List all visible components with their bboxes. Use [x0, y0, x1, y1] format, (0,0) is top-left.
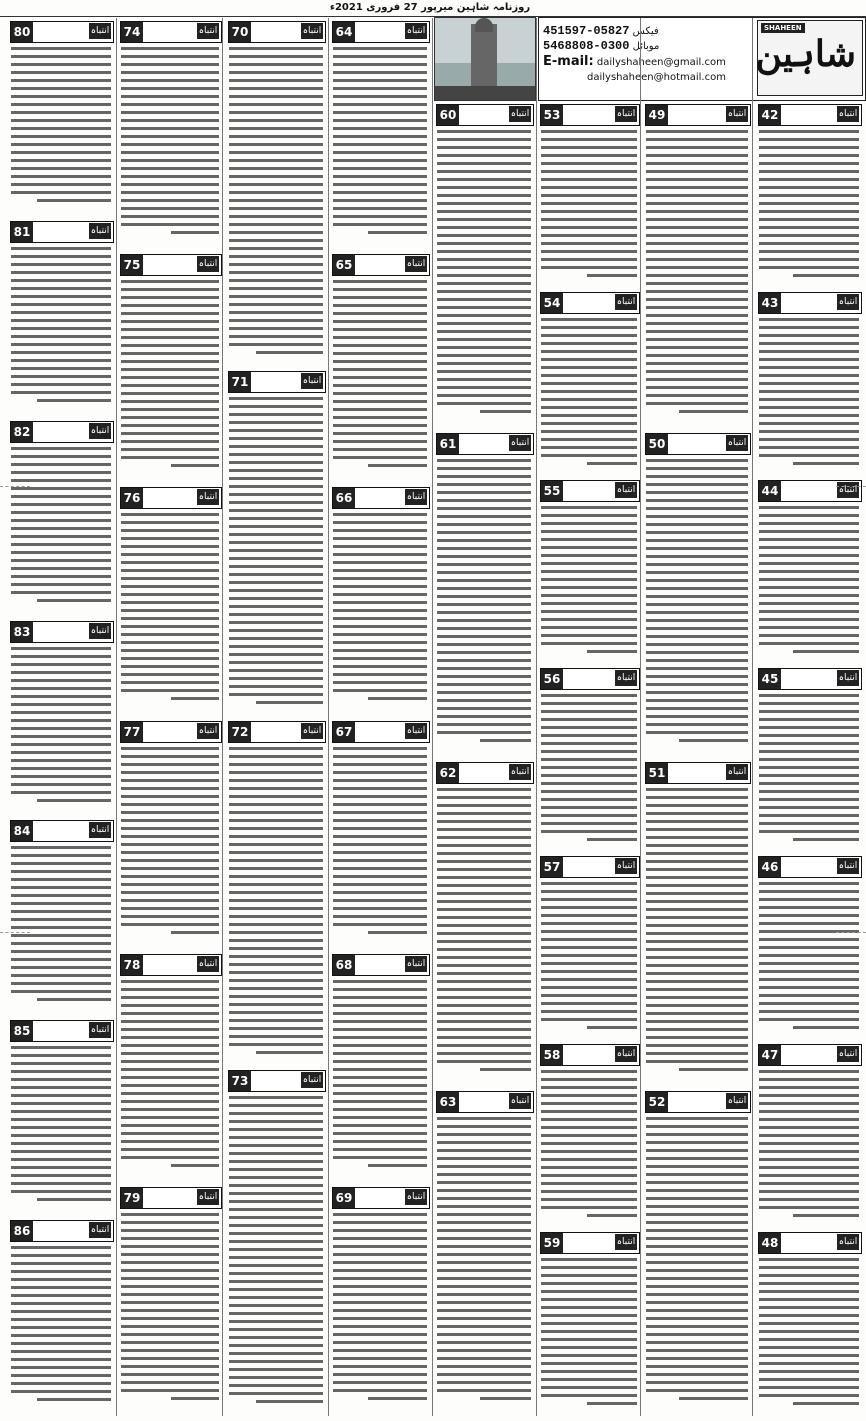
- notice-tag: انتباہ: [405, 956, 427, 972]
- notice-badge: [436, 762, 534, 784]
- notice-tag: انتباہ: [726, 1093, 748, 1109]
- notice-badge: [436, 104, 534, 126]
- notice-text: [330, 747, 430, 939]
- notice-block: [756, 664, 862, 850]
- logo-urdu: شاہین: [755, 33, 856, 75]
- notice-tag: انتباہ: [726, 435, 748, 451]
- notice-block: [330, 17, 430, 248]
- column-separator: [222, 18, 223, 1416]
- email-1[interactable]: dailyshaheen@gmail.com: [596, 57, 726, 68]
- notice-text: [330, 47, 430, 239]
- notice-badge: [645, 104, 751, 126]
- notice-text: [756, 1258, 862, 1410]
- notice-block: [434, 1087, 534, 1414]
- notice-badge: [10, 421, 114, 443]
- notice-block: [330, 250, 430, 481]
- notice-badge: [758, 1232, 862, 1254]
- notice-block: [538, 1040, 640, 1226]
- notice-tag: انتباہ: [405, 256, 427, 272]
- column-separator: [328, 18, 329, 1416]
- notice-text: [330, 1213, 430, 1405]
- notice-text: [8, 447, 114, 607]
- notice-text: [538, 318, 640, 470]
- notice-badge: [645, 433, 751, 455]
- notice-text: [118, 47, 222, 239]
- notice-number: 55: [541, 481, 563, 501]
- notice-block: [756, 852, 862, 1038]
- notice-block: [8, 617, 114, 815]
- notice-number: 50: [646, 434, 668, 454]
- notice-tag: انتباہ: [615, 858, 637, 874]
- notice-text: [226, 397, 326, 709]
- notice-tag: انتباہ: [726, 106, 748, 122]
- notice-number: 58: [541, 1045, 563, 1065]
- notice-text: [434, 130, 534, 418]
- notice-number: 54: [541, 293, 563, 313]
- notice-block: [8, 816, 114, 1014]
- notice-block: [643, 429, 751, 756]
- notice-text: [330, 513, 430, 705]
- notice-tag: انتباہ: [197, 1189, 219, 1205]
- column-separator: [536, 18, 537, 1416]
- notice-block: [643, 758, 751, 1085]
- notice-text: [756, 882, 862, 1034]
- email-label: E-mail:: [543, 54, 594, 69]
- notice-tag: انتباہ: [726, 764, 748, 780]
- notice-number: 80: [11, 22, 33, 42]
- notice-badge: [10, 21, 114, 43]
- notice-tag: انتباہ: [615, 1046, 637, 1062]
- notice-block: [118, 717, 222, 948]
- notice-badge: [645, 762, 751, 784]
- notice-block: [756, 1228, 862, 1414]
- notice-number: 86: [11, 1221, 33, 1241]
- notice-text: [538, 882, 640, 1034]
- mobile-label: موبائل: [632, 41, 660, 52]
- notice-tag: انتباہ: [837, 106, 859, 122]
- notice-tag: انتباہ: [89, 23, 111, 39]
- notice-number: 85: [11, 1021, 33, 1041]
- notice-block: [538, 100, 640, 286]
- notice-block: [538, 476, 640, 662]
- notice-tag: انتباہ: [301, 723, 323, 739]
- notice-number: 69: [333, 1188, 355, 1208]
- notice-tag: انتباہ: [197, 489, 219, 505]
- notice-badge: [332, 254, 430, 276]
- notice-number: 81: [11, 222, 33, 242]
- notice-number: 82: [11, 422, 33, 442]
- column-separator: [116, 18, 117, 1416]
- notice-badge: [540, 668, 640, 690]
- notice-number: 62: [437, 763, 459, 783]
- notice-number: 70: [229, 22, 251, 42]
- notice-number: 60: [437, 105, 459, 125]
- notice-number: 51: [646, 763, 668, 783]
- notice-tag: انتباہ: [89, 423, 111, 439]
- notice-block: [226, 717, 326, 1065]
- notice-block: [538, 852, 640, 1038]
- notice-badge: [540, 1232, 640, 1254]
- notice-tag: انتباہ: [509, 1093, 531, 1109]
- notice-tag: انتباہ: [405, 489, 427, 505]
- notice-tag: انتباہ: [89, 1222, 111, 1238]
- notice-badge: [228, 1070, 326, 1092]
- notice-badge: [228, 721, 326, 743]
- notice-badge: [120, 721, 222, 743]
- notice-block: [643, 100, 751, 427]
- notice-tag: انتباہ: [837, 858, 859, 874]
- notice-text: [756, 130, 862, 282]
- notice-number: 52: [646, 1092, 668, 1112]
- notice-number: 79: [121, 1188, 143, 1208]
- notice-badge: [120, 954, 222, 976]
- notice-block: [756, 288, 862, 474]
- notice-text: [756, 506, 862, 658]
- notice-badge: [332, 487, 430, 509]
- notice-number: 67: [333, 722, 355, 742]
- notice-block: [8, 217, 114, 415]
- notice-badge: [758, 856, 862, 878]
- notice-number: 75: [121, 255, 143, 275]
- notice-tag: انتباہ: [837, 1234, 859, 1250]
- notice-number: 56: [541, 669, 563, 689]
- notice-number: 73: [229, 1071, 251, 1091]
- notice-number: 77: [121, 722, 143, 742]
- notice-text: [434, 1117, 534, 1405]
- notice-number: 42: [759, 105, 781, 125]
- notice-block: [226, 1066, 326, 1414]
- notice-tag: انتباہ: [89, 822, 111, 838]
- notice-text: [756, 318, 862, 470]
- notice-number: 63: [437, 1092, 459, 1112]
- notice-text: [330, 280, 430, 472]
- notice-badge: [540, 292, 640, 314]
- notice-block: [8, 1216, 114, 1414]
- notice-badge: [758, 292, 862, 314]
- notice-number: 44: [759, 481, 781, 501]
- notice-text: [330, 980, 430, 1172]
- notice-number: 76: [121, 488, 143, 508]
- notice-badge: [540, 856, 640, 878]
- notice-number: 66: [333, 488, 355, 508]
- crop-mark: [836, 932, 866, 933]
- notice-badge: [758, 668, 862, 690]
- notice-tag: انتباہ: [509, 106, 531, 122]
- notice-block: [118, 1183, 222, 1414]
- notice-number: 49: [646, 105, 668, 125]
- notice-number: 64: [333, 22, 355, 42]
- notice-number: 47: [759, 1045, 781, 1065]
- notice-text: [643, 1117, 751, 1405]
- notice-badge: [228, 371, 326, 393]
- crop-mark: [836, 486, 866, 487]
- notice-block: [118, 17, 222, 248]
- notice-text: [538, 694, 640, 846]
- notice-badge: [332, 954, 430, 976]
- notice-tag: انتباہ: [89, 223, 111, 239]
- notice-tag: انتباہ: [197, 256, 219, 272]
- notice-number: 78: [121, 955, 143, 975]
- notice-block: [756, 1040, 862, 1226]
- contact-info: [543, 24, 753, 85]
- notice-block: [434, 429, 534, 756]
- notice-badge: [120, 254, 222, 276]
- notice-badge: [10, 1020, 114, 1042]
- notice-badge: [10, 621, 114, 643]
- notice-tag: انتباہ: [615, 670, 637, 686]
- notice-tag: انتباہ: [197, 723, 219, 739]
- email-2[interactable]: dailyshaheen@hotmail.com: [587, 72, 726, 83]
- notice-block: [118, 950, 222, 1181]
- notice-number: 48: [759, 1233, 781, 1253]
- notice-badge: [540, 104, 640, 126]
- notice-text: [8, 846, 114, 1006]
- notice-text: [118, 1213, 222, 1405]
- notice-badge: [120, 1187, 222, 1209]
- notice-text: [643, 459, 751, 747]
- notice-number: 45: [759, 669, 781, 689]
- notice-text: [118, 980, 222, 1172]
- logo-english: SHAHEEN: [761, 23, 805, 33]
- notice-text: [643, 788, 751, 1076]
- notice-block: [118, 483, 222, 714]
- notice-tag: انتباہ: [405, 23, 427, 39]
- notice-badge: [758, 104, 862, 126]
- notice-block: [434, 758, 534, 1085]
- notice-block: [538, 664, 640, 850]
- crop-mark: [0, 932, 30, 933]
- notice-block: [643, 1087, 751, 1414]
- notice-tag: انتباہ: [509, 764, 531, 780]
- masthead-photo: [434, 17, 536, 101]
- notice-badge: [332, 1187, 430, 1209]
- notice-tag: انتباہ: [89, 1022, 111, 1038]
- notice-block: [434, 100, 534, 427]
- notice-tag: انتباہ: [837, 482, 859, 498]
- notice-badge: [758, 480, 862, 502]
- notice-badge: [120, 487, 222, 509]
- phone-2: 0300-5468808: [543, 39, 630, 53]
- notice-block: [118, 250, 222, 481]
- notice-text: [118, 280, 222, 472]
- notice-badge: [10, 820, 114, 842]
- notice-block: [756, 100, 862, 286]
- notice-number: 59: [541, 1233, 563, 1253]
- notice-badge: [436, 433, 534, 455]
- notice-block: [226, 17, 326, 365]
- notice-badge: [332, 21, 430, 43]
- notice-tag: انتباہ: [615, 1234, 637, 1250]
- column-separator: [752, 18, 753, 1416]
- notice-badge: [645, 1091, 751, 1113]
- notice-tag: انتباہ: [301, 23, 323, 39]
- crop-mark: [0, 486, 30, 487]
- notice-text: [643, 130, 751, 418]
- notice-tag: انتباہ: [509, 435, 531, 451]
- notice-text: [756, 1070, 862, 1222]
- notice-text: [226, 747, 326, 1059]
- notice-text: [756, 694, 862, 846]
- notice-block: [330, 717, 430, 948]
- notice-number: 71: [229, 372, 251, 392]
- notice-text: [8, 247, 114, 407]
- notice-tag: انتباہ: [837, 1046, 859, 1062]
- notice-number: 43: [759, 293, 781, 313]
- notice-text: [434, 459, 534, 747]
- notice-number: 68: [333, 955, 355, 975]
- column-separator: [432, 18, 433, 1416]
- notice-text: [118, 747, 222, 939]
- notice-block: [8, 1016, 114, 1214]
- notice-text: [8, 647, 114, 807]
- column-separator: [640, 18, 641, 1416]
- notice-block: [330, 483, 430, 714]
- notice-badge: [540, 1044, 640, 1066]
- notice-badge: [758, 1044, 862, 1066]
- notice-text: [8, 47, 114, 207]
- notice-badge: [10, 1220, 114, 1242]
- date-line: روزنامہ شاہین میرپور 27 فروری 2021ء: [329, 2, 531, 13]
- notice-block: [8, 17, 114, 215]
- notice-text: [226, 47, 326, 359]
- notice-text: [538, 130, 640, 282]
- notice-text: [538, 1258, 640, 1410]
- notice-block: [756, 476, 862, 662]
- notice-number: 46: [759, 857, 781, 877]
- notice-tag: انتباہ: [615, 482, 637, 498]
- notice-tag: انتباہ: [615, 106, 637, 122]
- fax-label: فیکس: [632, 26, 659, 37]
- phone-1: 05827-451597: [543, 24, 630, 38]
- notice-tag: انتباہ: [837, 294, 859, 310]
- notice-tag: انتباہ: [197, 23, 219, 39]
- notice-text: [538, 506, 640, 658]
- notice-number: 65: [333, 255, 355, 275]
- notice-tag: انتباہ: [301, 373, 323, 389]
- notice-block: [538, 288, 640, 474]
- notice-block: [330, 1183, 430, 1414]
- notice-number: 84: [11, 821, 33, 841]
- notice-number: 53: [541, 105, 563, 125]
- notice-text: [8, 1046, 114, 1206]
- notice-text: [8, 1246, 114, 1406]
- masthead: [538, 17, 866, 101]
- notice-number: 57: [541, 857, 563, 877]
- notice-number: 72: [229, 722, 251, 742]
- notice-badge: [540, 480, 640, 502]
- notice-number: 61: [437, 434, 459, 454]
- notice-number: 83: [11, 622, 33, 642]
- notice-tag: انتباہ: [301, 1072, 323, 1088]
- notice-tag: انتباہ: [837, 670, 859, 686]
- notice-badge: [332, 721, 430, 743]
- notice-text: [434, 788, 534, 1076]
- notice-tag: انتباہ: [615, 294, 637, 310]
- notice-block: [8, 417, 114, 615]
- notice-number: 74: [121, 22, 143, 42]
- notice-text: [226, 1096, 326, 1408]
- notice-badge: [228, 21, 326, 43]
- notice-tag: انتباہ: [405, 1189, 427, 1205]
- notice-block: [538, 1228, 640, 1414]
- notice-badge: [436, 1091, 534, 1113]
- notice-tag: انتباہ: [405, 723, 427, 739]
- notice-block: [330, 950, 430, 1181]
- notice-text: [538, 1070, 640, 1222]
- notice-block: [226, 367, 326, 715]
- notice-text: [118, 513, 222, 705]
- notice-badge: [120, 21, 222, 43]
- notice-tag: انتباہ: [89, 623, 111, 639]
- logo: [757, 20, 863, 96]
- notice-badge: [10, 221, 114, 243]
- notice-tag: انتباہ: [197, 956, 219, 972]
